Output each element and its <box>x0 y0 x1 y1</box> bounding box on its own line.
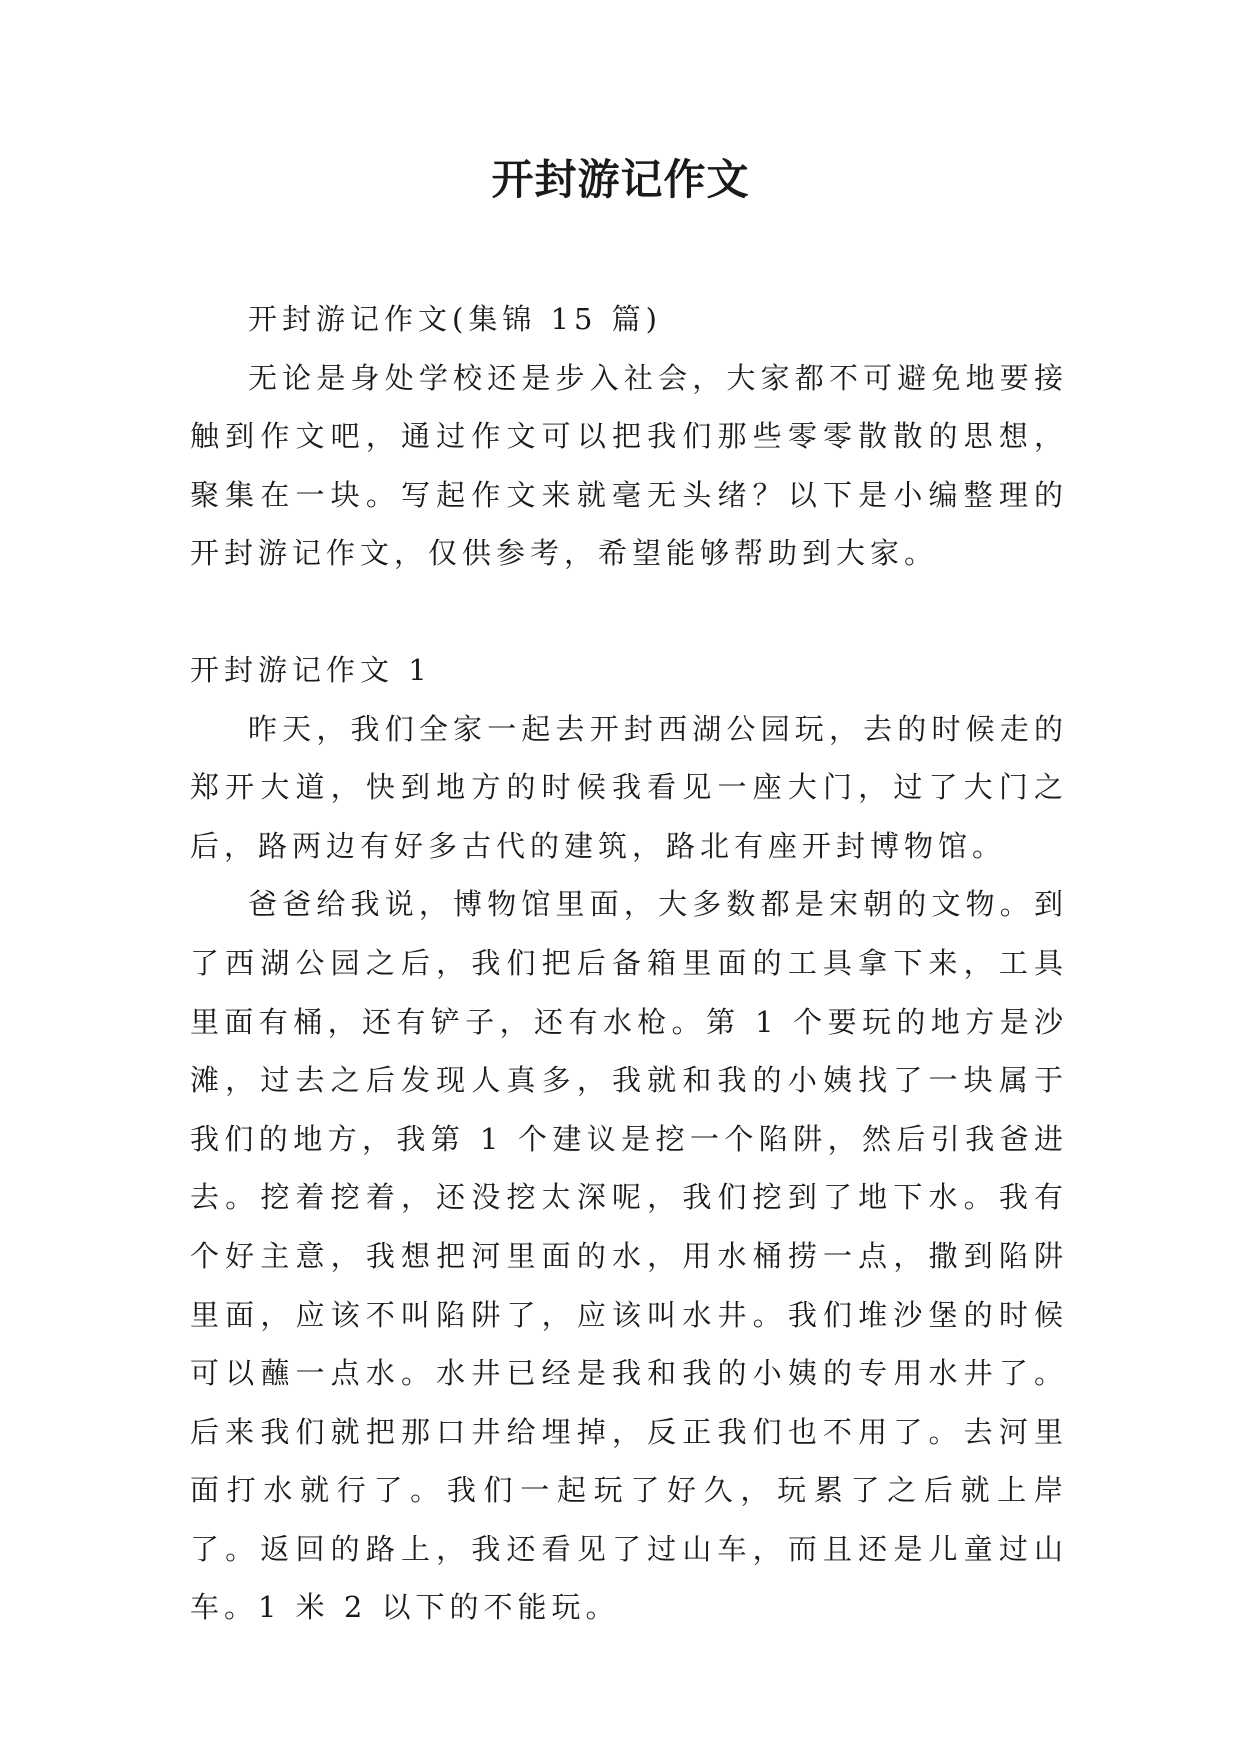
intro-paragraph: 无论是身处学校还是步入社会，大家都不可避免地要接触到作文吧，通过作文可以把我们那些零零散散的思想，聚集在一块。写起作文来就毫无头绪？以下是小编整理的开封游记作文，仅供参考，希望能够帮助到大家。 <box>190 360 1068 571</box>
body-paragraph: 爸爸给我说，博物馆里面，大多数都是宋朝的文物。到了西湖公园之后，我们把后备箱里面的工具拿下来，工具里面有桶，还有铲子，还有水枪。第 1 个要玩的地方是沙滩，过去之后发现人真多，我就和我的小姨找了一块属于我们的地方，我第 1 个建议是挖一个陷阱，然后引我爸进去。挖着挖着，还没挖太深呢，我们挖到了地下水。我有个好主意，我想把河里面的水，用水桶捞一点，撒到陷阱里面，应该不叫陷阱了，应该叫水井。我们堆沙堡的时候可以蘸一点水。水井已经是我和我的小姨的专用水井了。后来我们就把那口井给埋掉，反正我们也不用了。去河里面打水就行了。我们一起玩了好久，玩累了之后就上岸了。返回的路上，我还看见了过山车，而且还是儿童过山车。1 米 2 以下的不能玩。 <box>190 887 1068 1625</box>
section-heading: 开封游记作文 1 <box>190 652 432 687</box>
document-body <box>190 290 1068 1637</box>
body-paragraph: 昨天，我们全家一起去开封西湖公园玩，去的时候走的郑开大道，快到地方的时候我看见一座大门，过了大门之后，路两边有好多古代的建筑，路北有座开封博物馆。 <box>190 711 1068 863</box>
subtitle-paragraph: 开封游记作文(集锦 15 篇) <box>248 302 662 336</box>
document-title: 开封游记作文 <box>491 155 750 204</box>
